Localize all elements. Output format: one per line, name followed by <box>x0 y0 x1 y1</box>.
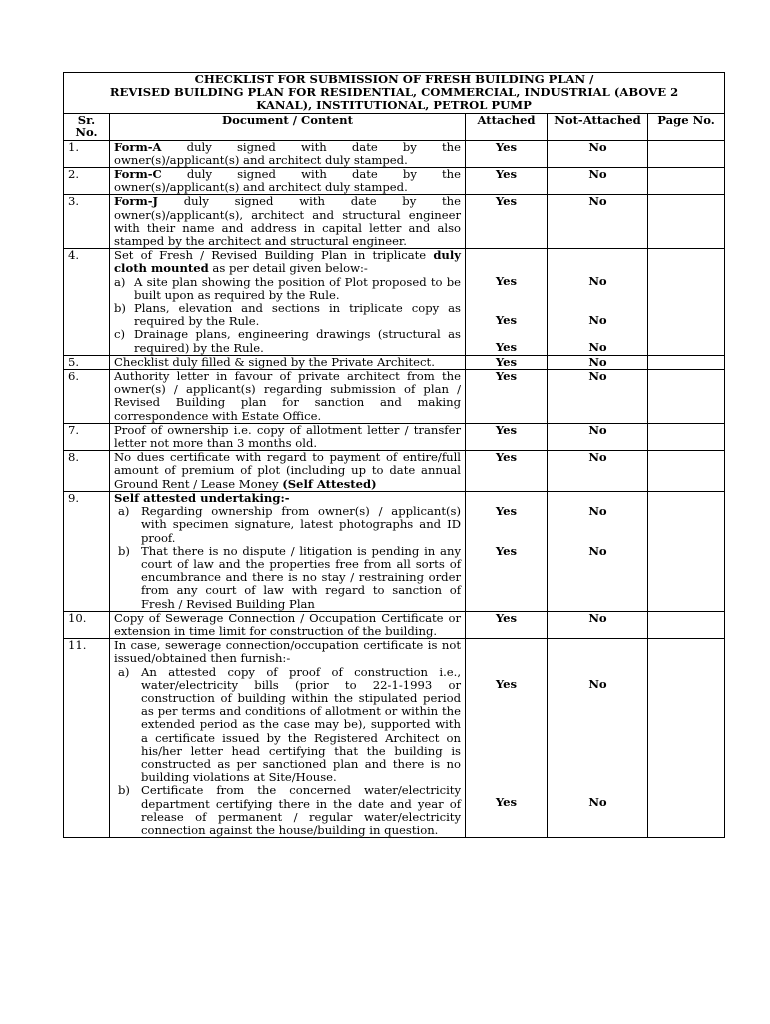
sr-no: 11. <box>64 639 110 838</box>
sr-no: 4. <box>64 249 110 356</box>
document-text: duly signed with date by the owner(s)/applicant(s) and architect duly stamped. <box>114 167 461 195</box>
document-content <box>110 639 466 838</box>
table-row <box>64 423 725 450</box>
page-no-cell <box>648 195 725 249</box>
header-document <box>110 113 466 140</box>
table-row <box>64 611 725 638</box>
document-content: Proof of ownership i.e. copy of allotment letter / transfer letter not more than 3 months old. <box>110 423 466 450</box>
sr-no: 1. <box>64 140 110 167</box>
sub-text: Regarding ownership from owner(s) / applicant(s) with specimen signature, latest photographs and ID proof. <box>141 504 461 545</box>
document-content <box>110 168 466 195</box>
header-sr-label: Sr. No. <box>75 112 98 140</box>
table-row <box>64 451 725 492</box>
row-heading: Self attested undertaking:- <box>114 490 290 505</box>
page-no-cell <box>648 423 725 450</box>
sub-item-a <box>114 505 461 545</box>
not-attached-value-b: No <box>588 795 607 810</box>
not-attached-value: No <box>548 355 648 369</box>
title-line-1: CHECKLIST FOR SUBMISSION OF FRESH BUILDING PLAN / <box>194 72 594 86</box>
table-row <box>64 355 725 369</box>
sub-label: a) <box>118 664 130 679</box>
document-content: Checklist duly filled & signed by the Private Architect. <box>110 355 466 369</box>
table-row <box>64 249 725 356</box>
attached-value-c: Yes <box>495 339 518 354</box>
page-no-cell <box>648 611 725 638</box>
document-text: duly signed with date by the owner(s)/applicant(s) and architect duly stamped. <box>114 139 461 167</box>
sub-label: b) <box>118 783 130 798</box>
not-attached-value: No <box>548 195 648 249</box>
form-name: Form-A <box>114 139 162 154</box>
checklist-table <box>63 72 725 838</box>
header-sr-no <box>64 113 110 140</box>
sub-text: That there is no dispute / litigation is pending in any court of law and the properties free from all sorts of encumbrance and there is no stay / restraining order from any court of law with regard to sanction of Fresh / Revised Building Plan <box>141 543 461 611</box>
not-attached-value-b: No <box>588 544 607 559</box>
sub-text: Certificate from the concerned water/electricity department certifying there in the date and year of release of permanent / regular water/electricity connection against the house/building in question. <box>141 783 461 837</box>
not-attached-cell <box>548 491 648 611</box>
page-no-cell <box>648 355 725 369</box>
not-attached-value: No <box>548 611 648 638</box>
not-attached-cell <box>548 249 648 356</box>
page-no-cell <box>648 140 725 167</box>
attached-value-b: Yes <box>495 544 518 559</box>
attached-value-a: Yes <box>495 677 518 692</box>
header-document-label: Document / Content <box>222 112 353 127</box>
form-name: Form-J <box>114 194 159 209</box>
page-no-cell <box>648 491 725 611</box>
sr-no: 9. <box>64 491 110 611</box>
attached-value: Yes <box>466 168 548 195</box>
checklist-page <box>63 72 724 838</box>
row-intro <box>114 249 461 275</box>
sub-text: Drainage plans, engineering drawings (structural as required) by the Rule. <box>134 327 461 355</box>
title-line-2: REVISED BUILDING PLAN FOR RESIDENTIAL, COMMERCIAL, INDUSTRIAL (ABOVE 2 <box>109 85 679 100</box>
table-row <box>64 639 725 838</box>
sub-item-a <box>114 276 461 302</box>
header-attached <box>466 113 548 140</box>
sub-label: c) <box>114 327 126 342</box>
sub-text: A site plan showing the position of Plot proposed to be built upon as required by the Rule. <box>134 274 461 302</box>
table-row <box>64 140 725 167</box>
attached-value-a: Yes <box>495 503 518 518</box>
attached-value-a: Yes <box>495 274 518 289</box>
sr-no: 3. <box>64 195 110 249</box>
sub-item-b <box>114 784 461 837</box>
attached-value: Yes <box>466 140 548 167</box>
not-attached-value-a: No <box>588 677 607 692</box>
table-row <box>64 168 725 195</box>
sub-label: b) <box>118 543 130 558</box>
page-no-cell <box>648 168 725 195</box>
document-content: Copy of Sewerage Connection / Occupation Certificate or extension in time limit for construction of the building. <box>110 611 466 638</box>
not-attached-value: No <box>548 140 648 167</box>
header-not-attached <box>548 113 648 140</box>
page-no-cell <box>648 639 725 838</box>
header-page-label: Page No. <box>657 112 715 127</box>
header-page-no <box>648 113 725 140</box>
sr-no: 6. <box>64 370 110 424</box>
attached-value: Yes <box>466 611 548 638</box>
self-attested-note: (Self Attested) <box>282 476 377 491</box>
sub-item-b <box>114 545 461 611</box>
sub-text: An attested copy of proof of construction i.e., water/electricity bills (prior to 22-1-1993 or construction of building within the stipulated period as per terms and conditions of allotment or within the extended period as the case may be), supported with a certificate issued by the Registered Architect on his/her letter head certifying that the building is constructed as per sanctioned plan and there is no building violations at Site/House. <box>141 664 461 785</box>
document-title <box>64 73 725 114</box>
sr-no: 10. <box>64 611 110 638</box>
table-row <box>64 491 725 611</box>
sub-text: Plans, elevation and sections in triplicate copy as required by the Rule. <box>134 301 461 329</box>
sub-item-b <box>114 302 461 328</box>
attached-value: Yes <box>466 370 548 424</box>
page-no-cell <box>648 370 725 424</box>
sr-no: 7. <box>64 423 110 450</box>
document-content <box>110 491 466 611</box>
not-attached-value: No <box>548 370 648 424</box>
attached-value-b: Yes <box>495 795 518 810</box>
sr-no: 5. <box>64 355 110 369</box>
intro-text: Set of Fresh / Revised Building Plan in triplicate <box>114 248 434 263</box>
not-attached-value: No <box>548 451 648 492</box>
sub-item-a <box>114 666 461 785</box>
title-row <box>64 73 725 114</box>
sub-label: a) <box>118 504 130 519</box>
form-name: Form-C <box>114 167 162 182</box>
attached-value: Yes <box>466 423 548 450</box>
attached-value-b: Yes <box>495 313 518 328</box>
sr-no: 8. <box>64 451 110 492</box>
document-content: Authority letter in favour of private architect from the owner(s) / applicant(s) regarding submission of plan / Revised Building plan for sanction and making correspondence with Estate Office. <box>110 370 466 424</box>
sub-label: b) <box>114 301 126 316</box>
document-text: No dues certificate with regard to payment of entire/full amount of premium of plot (including up to date annual Ground Rent / Lease Money <box>114 450 461 491</box>
sub-label: a) <box>114 274 126 289</box>
not-attached-value: No <box>548 168 648 195</box>
document-text: duly signed with date by the owner(s)/applicant(s), architect and structural engineer with their name and address in capital letter and also stamped by the architect and structural engineer. <box>114 194 461 249</box>
intro-bold: duly cloth mounted <box>114 248 461 276</box>
intro-tail: as per detail given below:- <box>208 261 368 276</box>
attached-cell <box>466 639 548 838</box>
header-attached-label: Attached <box>477 112 536 127</box>
not-attached-value-b: No <box>588 313 607 328</box>
table-row <box>64 195 725 249</box>
row-intro: In case, sewerage connection/occupation certificate is not issued/obtained then furnish:- <box>114 638 461 666</box>
not-attached-value-a: No <box>588 274 607 289</box>
not-attached-cell <box>548 639 648 838</box>
document-content <box>110 140 466 167</box>
table-row <box>64 370 725 424</box>
not-attached-value-a: No <box>588 503 607 518</box>
document-content <box>110 451 466 492</box>
header-row <box>64 113 725 140</box>
attached-cell <box>466 249 548 356</box>
sub-item-c <box>114 328 461 354</box>
not-attached-value-c: No <box>588 339 607 354</box>
attached-cell <box>466 491 548 611</box>
title-line-3: KANAL), INSTITUTIONAL, PETROL PUMP <box>256 98 532 113</box>
sr-no: 2. <box>64 168 110 195</box>
document-content <box>110 195 466 249</box>
attached-value: Yes <box>466 195 548 249</box>
header-not-attached-label: Not-Attached <box>554 112 641 127</box>
page-no-cell <box>648 249 725 356</box>
document-content <box>110 249 466 356</box>
attached-value: Yes <box>466 355 548 369</box>
attached-value: Yes <box>466 451 548 492</box>
not-attached-value: No <box>548 423 648 450</box>
page-no-cell <box>648 451 725 492</box>
